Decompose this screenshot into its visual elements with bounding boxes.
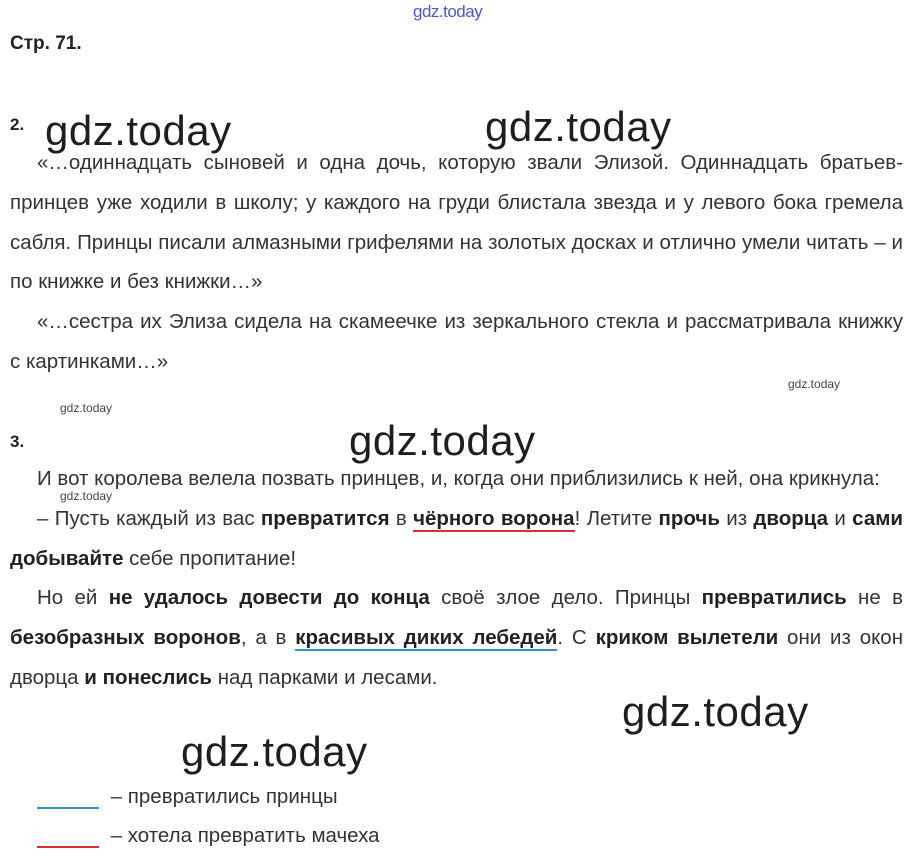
blue-underlined-phrase: красивых диких лебедей: [295, 626, 558, 650]
legend-blue-text: – превратились принцы: [105, 785, 338, 808]
text-run: над парками и лесами.: [212, 665, 438, 689]
text-run: себе пропитание!: [123, 546, 297, 570]
task-2-text: [10, 143, 903, 382]
bold-phrase: дворца: [753, 506, 829, 530]
bold-phrase: понеслись: [102, 665, 213, 689]
task-3-number: 3.: [10, 432, 25, 451]
watermark-small: gdz.today: [60, 401, 113, 415]
bold-phrase: сами добывайте: [10, 506, 903, 570]
blue-line-swatch: [37, 807, 99, 809]
task-2-quote-2: «…сестра их Элиза сидела на скамеечке из зеркального стекла и рассматривала книжку с картинками…»: [10, 310, 903, 373]
text-run: ! Летите: [574, 506, 659, 530]
text-run: , а в: [240, 626, 296, 650]
legend-blue: [37, 785, 338, 809]
watermark-large: gdz.today: [45, 107, 232, 154]
text-run: – Пусть каждый из вас: [37, 506, 261, 530]
bold-phrase: безобразных воронов: [10, 626, 241, 650]
bold-phrase: превратится: [260, 506, 390, 530]
text-run: Но ей: [37, 586, 109, 610]
watermark-small: gdz.today: [60, 489, 113, 503]
legend-red-text: – хотела превратить мачеха: [105, 824, 380, 847]
bold-phrase: не удалось довести до конца: [108, 586, 430, 610]
text-run: . С: [557, 626, 596, 650]
watermark-large: gdz.today: [181, 728, 368, 775]
text-run: не в: [846, 586, 903, 610]
task-3-paragraph-2: [10, 499, 903, 579]
text-run: своё злое дело. Принцы: [429, 586, 702, 610]
watermark-large: gdz.today: [622, 688, 809, 735]
text-run: из: [719, 506, 754, 530]
red-underlined-phrase: чёрного ворона: [413, 506, 575, 530]
task-3-paragraph-3: [10, 578, 903, 697]
watermark-large: gdz.today: [485, 103, 672, 150]
text-run: в: [389, 506, 414, 530]
text-run: они из окон дворца: [10, 626, 904, 689]
legend-red: [37, 824, 380, 848]
bold-phrase: криком вылетели: [595, 626, 779, 650]
text-run: и: [828, 506, 853, 530]
bold-phrase: превратились: [701, 586, 847, 610]
task-3-text: [10, 459, 903, 698]
bold-phrase: прочь: [658, 506, 720, 530]
red-line-swatch: [37, 846, 99, 848]
page-title: Стр. 71.: [10, 33, 82, 54]
watermark-small: gdz.today: [788, 377, 841, 391]
watermark-large: gdz.today: [349, 417, 536, 464]
task-2-quote-1: «…одиннадцать сыновей и одна дочь, которую звали Элизой. Одиннадцать братьев-принцев уже ходили в школу; у каждого на груди блистала звезда и у левого бока гремела сабля. Принцы писали алмазными грифелями на золотых досках и отлично умели читать – и по книжке и без книжки…»: [10, 151, 903, 294]
bold-phrase: и: [84, 665, 97, 689]
watermark-top: gdz.today: [413, 2, 483, 21]
task-2-number: 2.: [10, 115, 25, 134]
task-3-paragraph-1: И вот королева велела позвать принцев, и, когда они приблизились к ней, она крикнула:: [37, 467, 880, 490]
